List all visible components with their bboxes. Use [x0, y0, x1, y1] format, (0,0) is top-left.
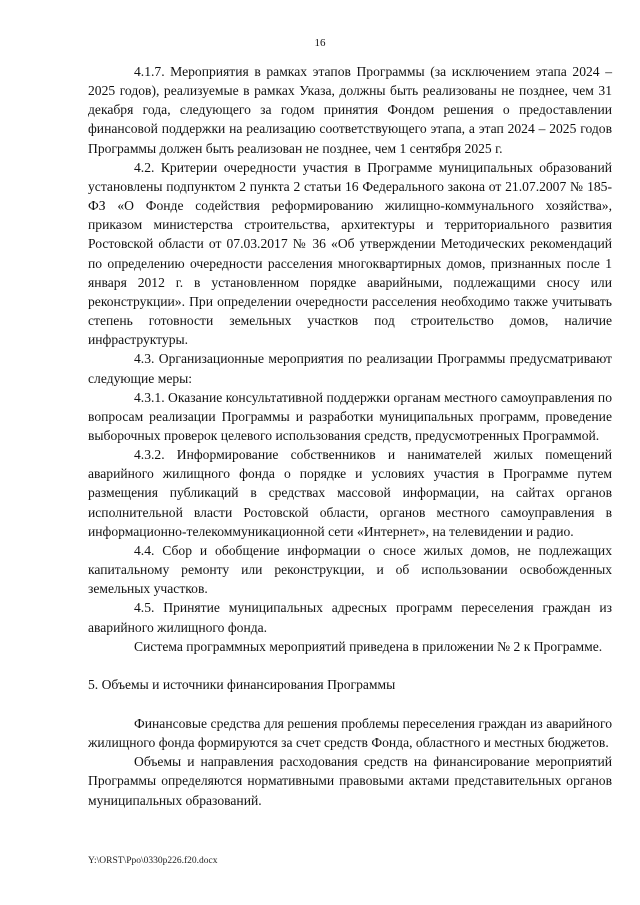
paragraph-financing-sources: Финансовые средства для решения проблемы переселения граждан из аварийного жилищного фонда формируются за счет средств Фонда, областного и местных бюджетов. — [88, 716, 612, 751]
section-heading: 5. Объемы и источники финансирования Программы — [88, 676, 396, 692]
paragraph-4-3-1: 4.3.1. Оказание консультативной поддержки органам местного самоуправления по вопросам реализации Программы и разработки муниципальных программ, проведение выборочных проверок целевого использования средств, предусмотренных Программой. — [88, 389, 612, 443]
paragraph-4-3: 4.3. Организационные мероприятия по реализации Программы предусматривают следующие меры: — [88, 351, 612, 386]
footer-file-path: Y:\ORST\Ppo\0330p226.f20.docx — [88, 856, 218, 866]
paragraph-financing-directions: Объемы и направления расходования средств на финансирование мероприятий Программы определяются нормативными правовыми актами представительных органов муниципальных образований. — [88, 754, 612, 808]
document-body — [88, 62, 612, 810]
page-number: 16 — [314, 37, 326, 49]
paragraph-4-4: 4.4. Сбор и обобщение информации о сносе жилых домов, не подлежащих капитальному ремонту или реконструкции, и об использовании освобожденных земельных участков. — [88, 542, 612, 597]
paragraph-4-1-7: 4.1.7. Мероприятия в рамках этапов Программы (за исключением этапа 2024 – 2025 годов), реализуемые в рамках Указа, должны быть реализованы не позднее, чем 31 декабря года, следующего за годом принятия Фондом решения о предоставлении финансовой поддержки на реализацию соответствующего этапа, а этап 2024 – 2025 годов Программы должен быть реализован не позднее, чем 1 сентября 2025 г. — [88, 64, 612, 156]
paragraph-4-3-2: 4.3.2. Информирование собственников и нанимателей жилых помещений аварийного жилищного фонда о порядке и условиях участия в Программе путем размещения публикаций в средствах массовой информации, на сайтах органов исполнительной власти Ростовской области, органов местного самоуправления в информационно-телекоммуникационной сети «Интернет», на телевидении и радио. — [88, 447, 612, 539]
paragraph-4-2: 4.2. Критерии очередности участия в Программе муниципальных образований установлены подпунктом 2 пункта 2 статьи 16 Федерального закона от 21.07.2007 № 185-ФЗ «О Фонде содействия реформированию жилищно-коммунального хозяйства», приказом министерства строительства, архитектуры и территориального развития Ростовской области от 07.03.2017 № 36 «Об утверждении Методических рекомендаций по определению очередности расселения многоквартирных домов, признанных после 1 января 2012 г. в установленном порядке аварийными, подлежащими сносу или реконструкции». При определении очередности расселения необходимо также учитывать степень готовности земельных участков под строительство домов, наличие инфраструктуры. — [88, 159, 612, 348]
paragraph-4-5: 4.5. Принятие муниципальных адресных программ переселения граждан из аварийного жилищного фонда. — [88, 600, 612, 635]
paragraph-system-reference: Система программных мероприятий приведена в приложении № 2 к Программе. — [134, 638, 603, 654]
